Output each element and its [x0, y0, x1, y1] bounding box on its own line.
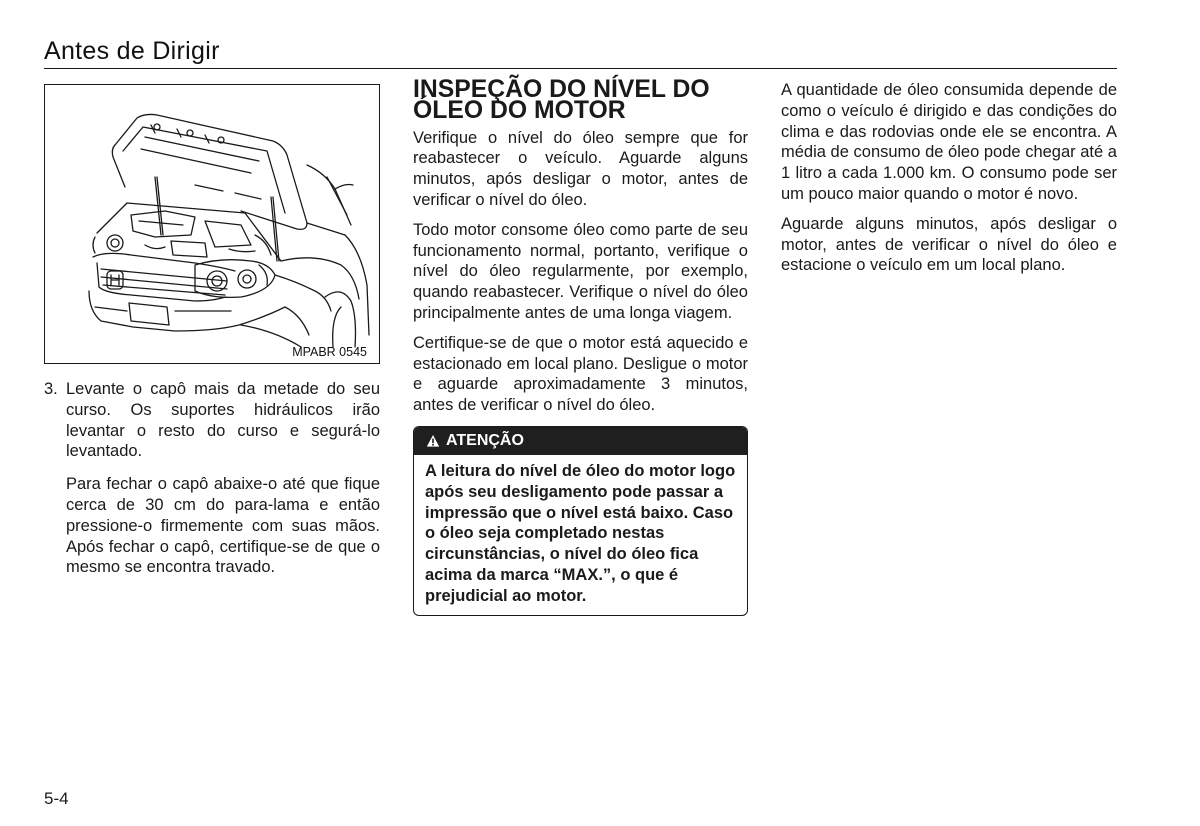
- car-hood-open-illustration: [45, 85, 379, 363]
- step-text: Levante o capô mais da metade do seu curso. Os suportes hidráulicos irão levantar o resto do curso e segurá-lo levantado.: [66, 380, 380, 461]
- paragraph: A quantidade de óleo consumida depende de como o veículo é dirigido e das condições do clima e das rodovias onde ele se encontra. A média de consumo de óleo pode chegar até a 1 litro a cada 1.000 km. O consumo pode ser um pouco maior quando o motor é novo.: [781, 81, 1117, 203]
- paragraph: Aguarde alguns minutos, após desligar o motor, antes de verificar o nível do óleo e estacione o veículo em um local plano.: [781, 214, 1117, 275]
- step-continuation: Para fechar o capô abaixe-o até que fique cerca de 30 cm do para-lama e então pressione-o firmemente com suas mãos. Após fechar o capô, certifique-se de que o mesmo se encontra travado.: [66, 475, 380, 577]
- warning-text: A leitura do nível de óleo do motor logo após seu desligamento pode passar a impressão que o nível está baixo. Caso o óleo seja completado nestas circunstâncias, o nível do óleo fica acima da marca “MAX.”, o que é prejudicial ao motor.: [425, 461, 736, 605]
- warning-title: ATENÇÃO: [446, 431, 524, 449]
- paragraph: Todo motor consome óleo como parte de seu funcionamento normal, portanto, verifique o nível do óleo regularmente, por exemplo, quando reabastecer. Verifique o nível do óleo principalmente antes de uma longa viagem.: [413, 220, 748, 322]
- paragraph: Verifique o nível do óleo sempre que for reabastecer o veículo. Aguarde alguns minutos, após desligar o motor, antes de verificar o nível do óleo.: [413, 128, 748, 209]
- page-number: 5-4: [44, 789, 69, 808]
- warning-header: [414, 427, 747, 455]
- step-number: 3.: [44, 380, 58, 398]
- paragraph: Certifique-se de que o motor está aquecido e estacionado em local plano. Desligue o motor e aguarde aproximadamente 3 minutos, antes de verificar o nível do óleo.: [413, 333, 748, 415]
- step-3: [44, 379, 380, 578]
- page-title: Antes de Dirigir: [44, 37, 220, 65]
- warning-box: [413, 426, 748, 616]
- warning-triangle-icon: [426, 434, 440, 448]
- figure-code: MPABR 0545: [292, 345, 367, 359]
- column-1: [44, 80, 380, 578]
- figure-engine-hood-open: [44, 84, 380, 364]
- column-3: [781, 80, 1117, 285]
- section-heading-oil-inspection: INSPEÇÃO DO NÍVEL DO ÓLEO DO MOTOR: [413, 76, 710, 124]
- column-2: [413, 76, 748, 616]
- page-header: [44, 36, 1117, 69]
